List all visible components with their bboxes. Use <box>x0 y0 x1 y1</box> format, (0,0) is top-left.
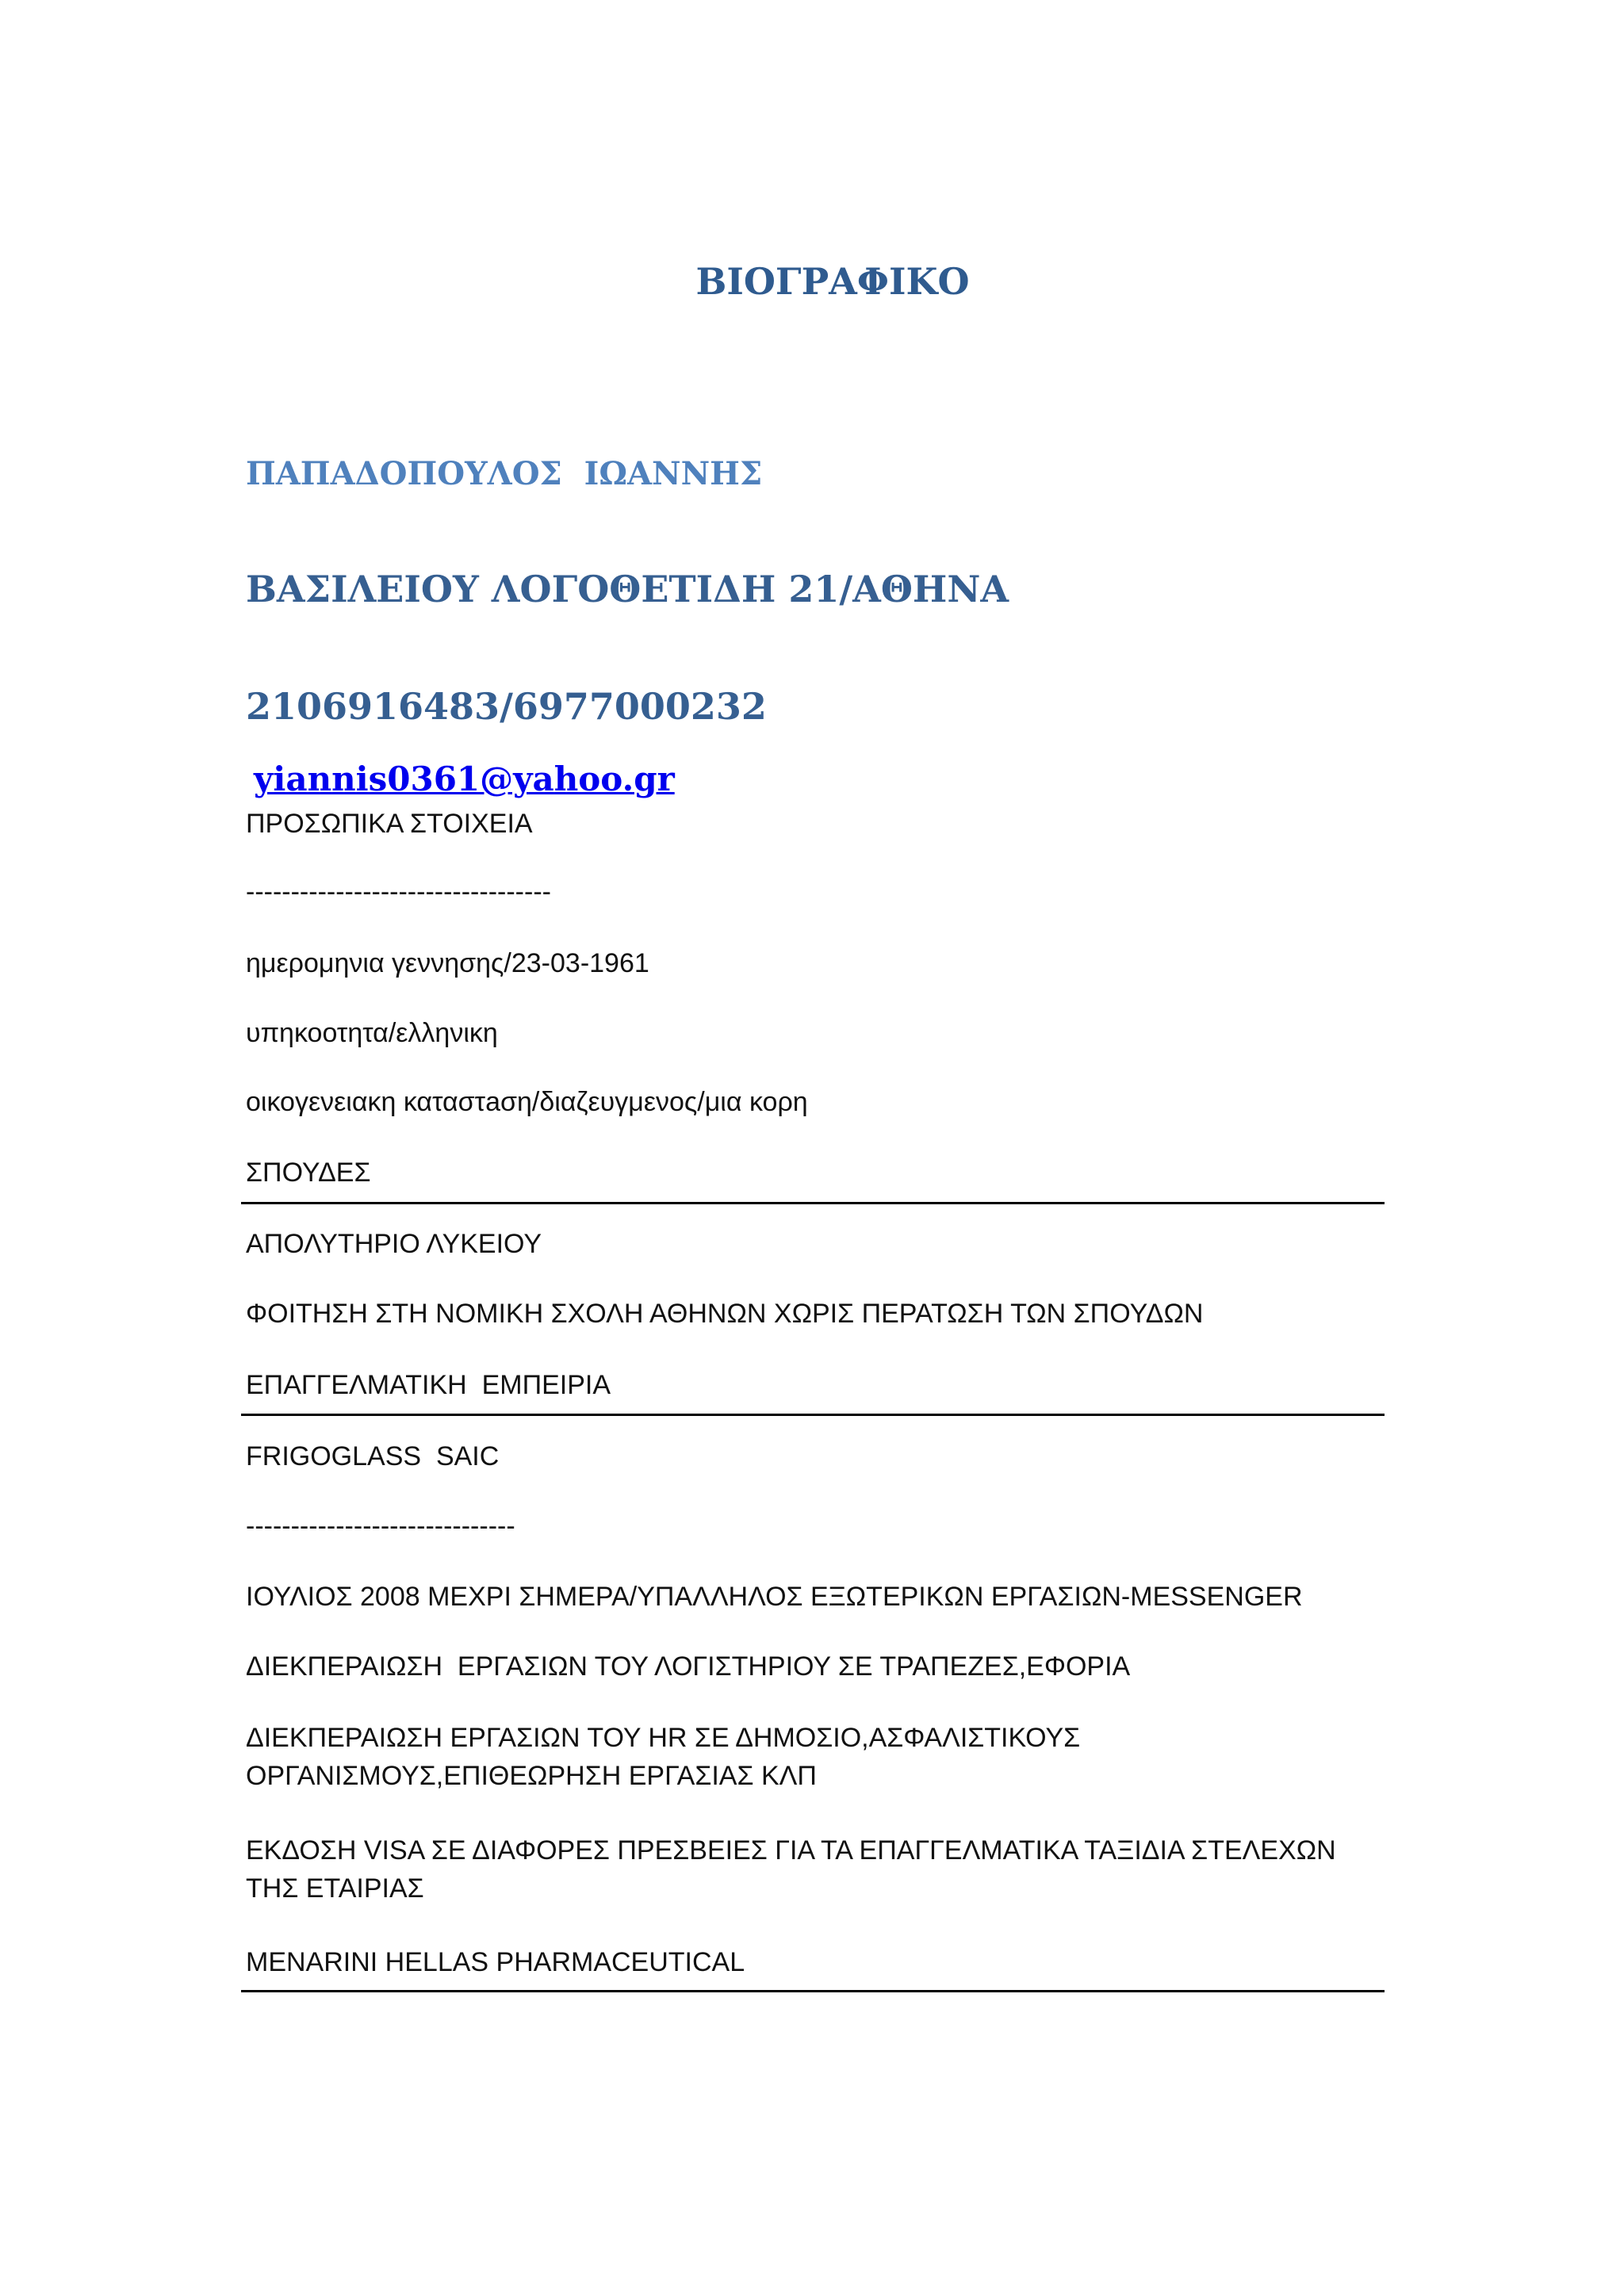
experience-heading: ΕΠΑΓΓΕΛΜΑΤΙΚΗ ΕΜΠΕΙΡΙΑ <box>246 1370 611 1400</box>
birth-date: ημερομηνια γεννησης/23-03-1961 <box>246 948 649 978</box>
candidate-name: ΠΑΠΑΔΟΠΟΥΛΟΣ ΙΩΑΝΝΗΣ <box>246 455 763 492</box>
menarini-divider <box>241 1990 1385 1992</box>
marital-status: οικογενειακη καταστaση/διαζευγμενος/μια κορη <box>246 1087 808 1117</box>
company-separator: ------------------------------ <box>246 1511 515 1541</box>
personal-info-heading: ΠΡΟΣΩΠΙΚΑ ΣΤΟΙΧΕΙΑ <box>246 809 533 839</box>
personal-info-separator: ---------------------------------- <box>246 877 551 907</box>
company-frigoglass: FRIGOGLASS SAIC <box>246 1441 500 1471</box>
experience-item-hr: ΔΙΕΚΠΕΡΑΙΩΣΗ ΕΡΓΑΣΙΩΝ ΤΟΥ HR ΣΕ ΔΗΜΟΣΙΟ,ΑΣΦΑΛΙΣΤΙΚΟΥΣ ΟΡΓΑΝΙΣΜΟΥΣ,ΕΠΙΘΕΩΡΗΣΗ ΕΡΓΑΣΙΑΣ ΚΛΠ <box>246 1723 1081 1791</box>
studies-heading: ΣΠΟΥΔΕΣ <box>246 1158 371 1188</box>
document-title: ΒΙΟΓΡΑΦΙΚΟ <box>695 260 970 303</box>
experience-divider <box>241 1414 1385 1416</box>
experience-item-visa: ΕΚΔΟΣΗ VISA ΣΕ ΔΙΑΦΟΡΕΣ ΠΡΕΣΒΕΙΕΣ ΓΙΑ ΤΑ ΕΠΑΓΓΕΛΜΑΤΙΚΑ ΤΑΞΙΔΙΑ ΣΤΕΛΕΧΩΝ ΤΗΣ ΕΤΑΙΡΙΑΣ <box>246 1835 1336 1904</box>
studies-item-highschool: ΑΠΟΛΥΤΗΡΙΟ ΛΥΚΕΙΟΥ <box>246 1229 542 1259</box>
phone-numbers: 2106916483/6977000232 <box>246 685 767 728</box>
studies-item-law-school: ΦΟΙΤΗΣΗ ΣΤΗ ΝΟΜΙΚΗ ΣΧΟΛΗ ΑΘΗΝΩΝ ΧΩΡΙΣ ΠΕΡΑΤΩΣΗ ΤΩΝ ΣΠΟΥΔΩΝ <box>246 1299 1204 1329</box>
address: ΒΑΣΙΛΕΙΟΥ ΛΟΓΟΘΕΤΙΔΗ 21/ΑΘΗΝΑ <box>246 568 1009 610</box>
company-menarini: MENARINI HELLAS PHARMACEUTICAL <box>246 1947 745 1977</box>
experience-item-position: ΙΟΥΛΙΟΣ 2008 ΜΕΧΡΙ ΣΗΜΕΡΑ/ΥΠΑΛΛΗΛΟΣ ΕΞΩΤΕΡΙΚΩΝ ΕΡΓΑΣΙΩΝ-MESSENGER <box>246 1582 1303 1612</box>
email-link[interactable]: yiannis0361@yahoo.gr <box>254 760 675 798</box>
studies-divider <box>241 1202 1385 1204</box>
experience-item-accounting: ΔΙΕΚΠΕΡΑΙΩΣΗ ΕΡΓΑΣΙΩΝ ΤΟΥ ΛΟΓΙΣΤΗΡΙΟΥ ΣΕ ΤΡΑΠΕΖΕΣ,ΕΦΟΡΙΑ <box>246 1651 1131 1682</box>
nationality: υπηκοοτητα/ελληνικη <box>246 1018 498 1048</box>
